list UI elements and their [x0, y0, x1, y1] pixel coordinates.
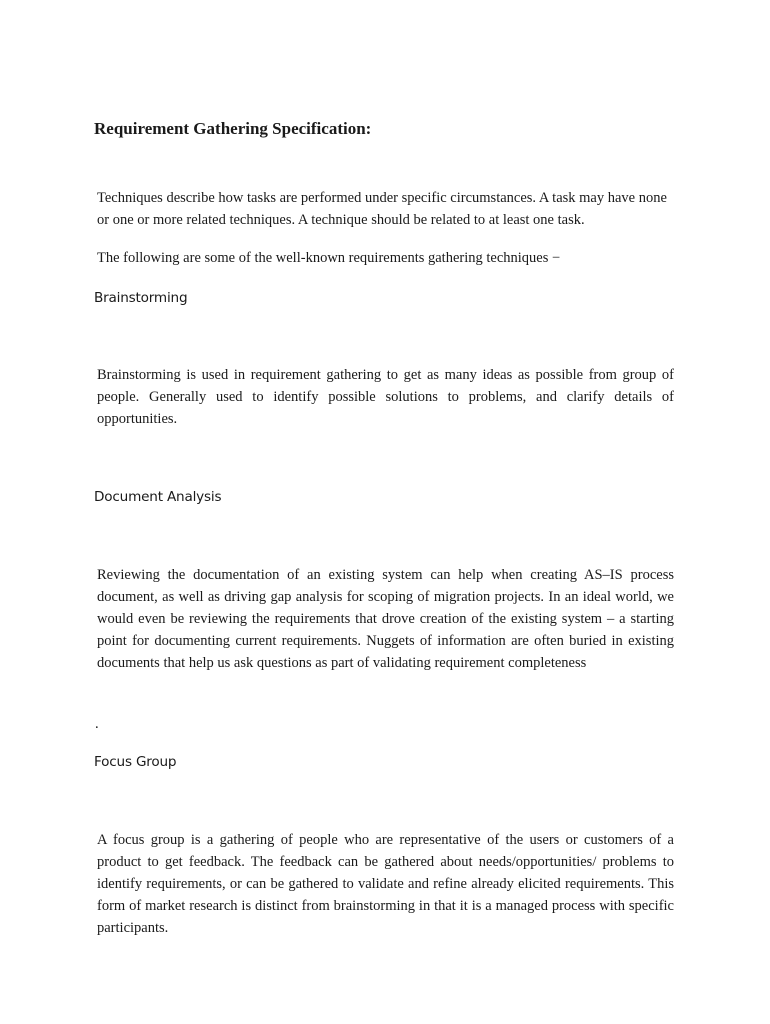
- section-heading-document-analysis: Document Analysis: [94, 489, 222, 505]
- intro-paragraph: Techniques describe how tasks are performed under specific circumstances. A task may have none or one or more related techniques. A technique should be related to at least one task.: [97, 190, 667, 228]
- page-title: Requirement Gathering Specification:: [94, 119, 372, 138]
- section-body-focus-group: A focus group is a gathering of people who are representative of the users or customers of a product to get feedback. The feedback can be gathered about needs/opportunities/ problems to identify requirements, or can be gathered to validate and refine already elicited requirements. This form of market research is distinct from brainstorming in that it is a managed process with specific participants.: [97, 832, 674, 936]
- section-body-brainstorming: Brainstorming is used in requirement gathering to get as many ideas as possible from group of people. Generally used to identify possible solutions to problems, and clarify details of opportunities.: [97, 367, 674, 427]
- section-heading-brainstorming: Brainstorming: [94, 290, 188, 306]
- trailing-period: .: [95, 716, 99, 732]
- intro-techniques-lead: The following are some of the well-known requirements gathering techniques −: [97, 250, 561, 266]
- section-body-document-analysis: Reviewing the documentation of an existing system can help when creating AS–IS process document, as well as driving gap analysis for scoping of migration projects. In an ideal world, we would even be reviewing the requirements that drove creation of the existing system – a starting point for documenting current requirements. Nuggets of information are often buried in existing documents that help us ask questions as part of validating requirement completeness: [97, 567, 674, 671]
- section-heading-focus-group: Focus Group: [94, 754, 177, 770]
